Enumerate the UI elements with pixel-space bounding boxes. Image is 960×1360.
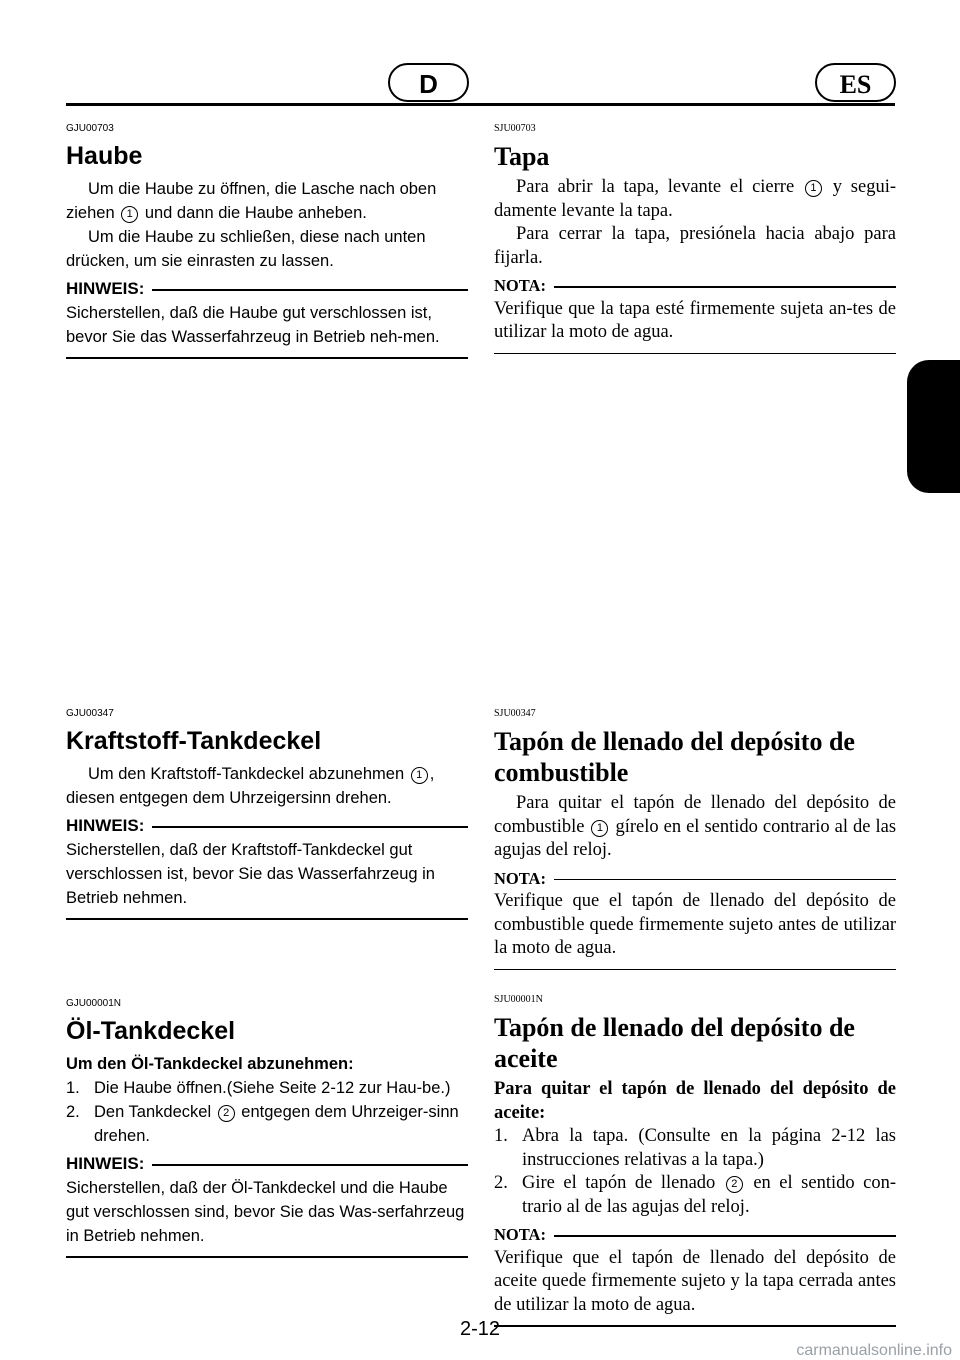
note-end-rule (66, 918, 468, 920)
paragraph: Um den Kraftstoff-Tankdeckel abzunehmen 1 , diesen entgegen dem Uhrzeigersinn drehen. (66, 765, 435, 807)
section-title: Kraftstoff-Tankdeckel (66, 727, 322, 755)
note-text: Verifique que el tapón de llenado del depósito de combustible quede firmemente sujeto antes de utilizar la moto de agua. (494, 891, 896, 958)
section-fuel-de (66, 708, 468, 920)
lang-badge-es: ES (815, 63, 896, 102)
callout-2-icon: 2 (726, 1176, 743, 1193)
note-header: NOTA: (494, 274, 896, 298)
list-item: 2. Gire el tapón de llenado 2 en el sentido con-trario al de las agujas del reloj. (494, 1173, 896, 1217)
section-code: GJU00703 (66, 123, 114, 134)
callout-1-icon: 1 (805, 180, 822, 197)
note-text: Sicherstellen, daß der Kraftstoff-Tankdeckel gut verschlossen ist, bevor Sie das Wasserfahrzeug in Betrieb nehmen. (66, 841, 435, 907)
section-code: SJU00001N (494, 994, 543, 1005)
callout-1-icon: 1 (411, 767, 428, 784)
note-end-rule (494, 353, 896, 355)
section-title: Haube (66, 142, 143, 170)
note-text: Verifique que la tapa esté firmemente sujeta an-tes de utilizar la moto de agua. (494, 298, 896, 342)
note-text: Sicherstellen, daß der Öl-Tankdeckel und die Haube gut verschlossen sind, bevor Sie das Was-serfahrzeug in Betrieb nehmen. (66, 1179, 465, 1245)
section-oil-es (494, 994, 896, 1327)
section-oil-de (66, 998, 468, 1258)
callout-2-icon: 2 (218, 1105, 235, 1122)
section-tapa-es (494, 123, 896, 354)
header-rule (66, 103, 895, 106)
section-title: Öl-Tankdeckel (66, 1017, 236, 1045)
section-title: Tapón de llenado del depósito de aceite (494, 1013, 855, 1073)
paragraph: Para abrir la tapa, levante el cierre 1 y segui-damente levante la tapa. (494, 177, 897, 221)
watermark: carmanualsonline.info (796, 1342, 952, 1359)
callout-1-icon: 1 (591, 820, 608, 837)
note-header: HINWEIS: (66, 277, 468, 301)
section-haube-de (66, 123, 468, 359)
note-text: Verifique que el tapón de llenado del depósito de aceite quede firmemente sujeto y la tapa cerrada antes de utilizar la moto de agua. (494, 1247, 896, 1315)
list-item: 1. Die Haube öffnen.(Siehe Seite 2-12 zur Hau-be.) (66, 1079, 451, 1097)
section-code: SJU00703 (494, 123, 536, 134)
section-title: Tapón de llenado del depósito de combustible (494, 727, 855, 787)
paragraph: Um die Haube zu schließen, diese nach unten drücken, um sie einrasten zu lassen. (66, 228, 426, 270)
procedure-heading: Para quitar el tapón de llenado del depósito de aceite: (494, 1079, 896, 1123)
note-header: NOTA: (494, 867, 896, 891)
procedure-heading: Um den Öl-Tankdeckel abzunehmen: (66, 1055, 354, 1073)
section-code: SJU00347 (494, 708, 536, 719)
note-header: HINWEIS: (66, 814, 468, 838)
section-code: GJU00347 (66, 708, 114, 719)
section-title: Tapa (494, 142, 550, 171)
note-header: HINWEIS: (66, 1152, 468, 1176)
list-item: 1. Abra la tapa. (Consulte en la página 2-12 las instrucciones relativas a la tapa.) (494, 1126, 896, 1170)
note-end-rule (66, 1256, 468, 1258)
chapter-tab (907, 360, 960, 493)
lang-badge-de: D (388, 63, 469, 102)
paragraph: Um die Haube zu öffnen, die Lasche nach oben ziehen 1 und dann die Haube anheben. (66, 180, 437, 222)
list-item: 2. Den Tankdeckel 2 entgegen dem Uhrzeiger-sinn drehen. (66, 1103, 459, 1145)
page-number: 2-12 (459, 1318, 501, 1340)
note-end-rule (66, 357, 468, 359)
paragraph: Para cerrar la tapa, presiónela hacia abajo para fijarla. (494, 224, 896, 268)
note-end-rule (494, 969, 896, 971)
paragraph: Para quitar el tapón de llenado del depósito de combustible 1 gírelo en el sentido contrario al de las agujas del reloj. (494, 793, 897, 860)
note-header: NOTA: (494, 1223, 896, 1247)
callout-1-icon: 1 (121, 206, 138, 223)
section-code: GJU00001N (66, 998, 122, 1009)
note-text: Sicherstellen, daß die Haube gut verschlossen ist, bevor Sie das Wasserfahrzeug in Betrieb neh-men. (66, 304, 440, 346)
section-fuel-es (494, 708, 896, 970)
